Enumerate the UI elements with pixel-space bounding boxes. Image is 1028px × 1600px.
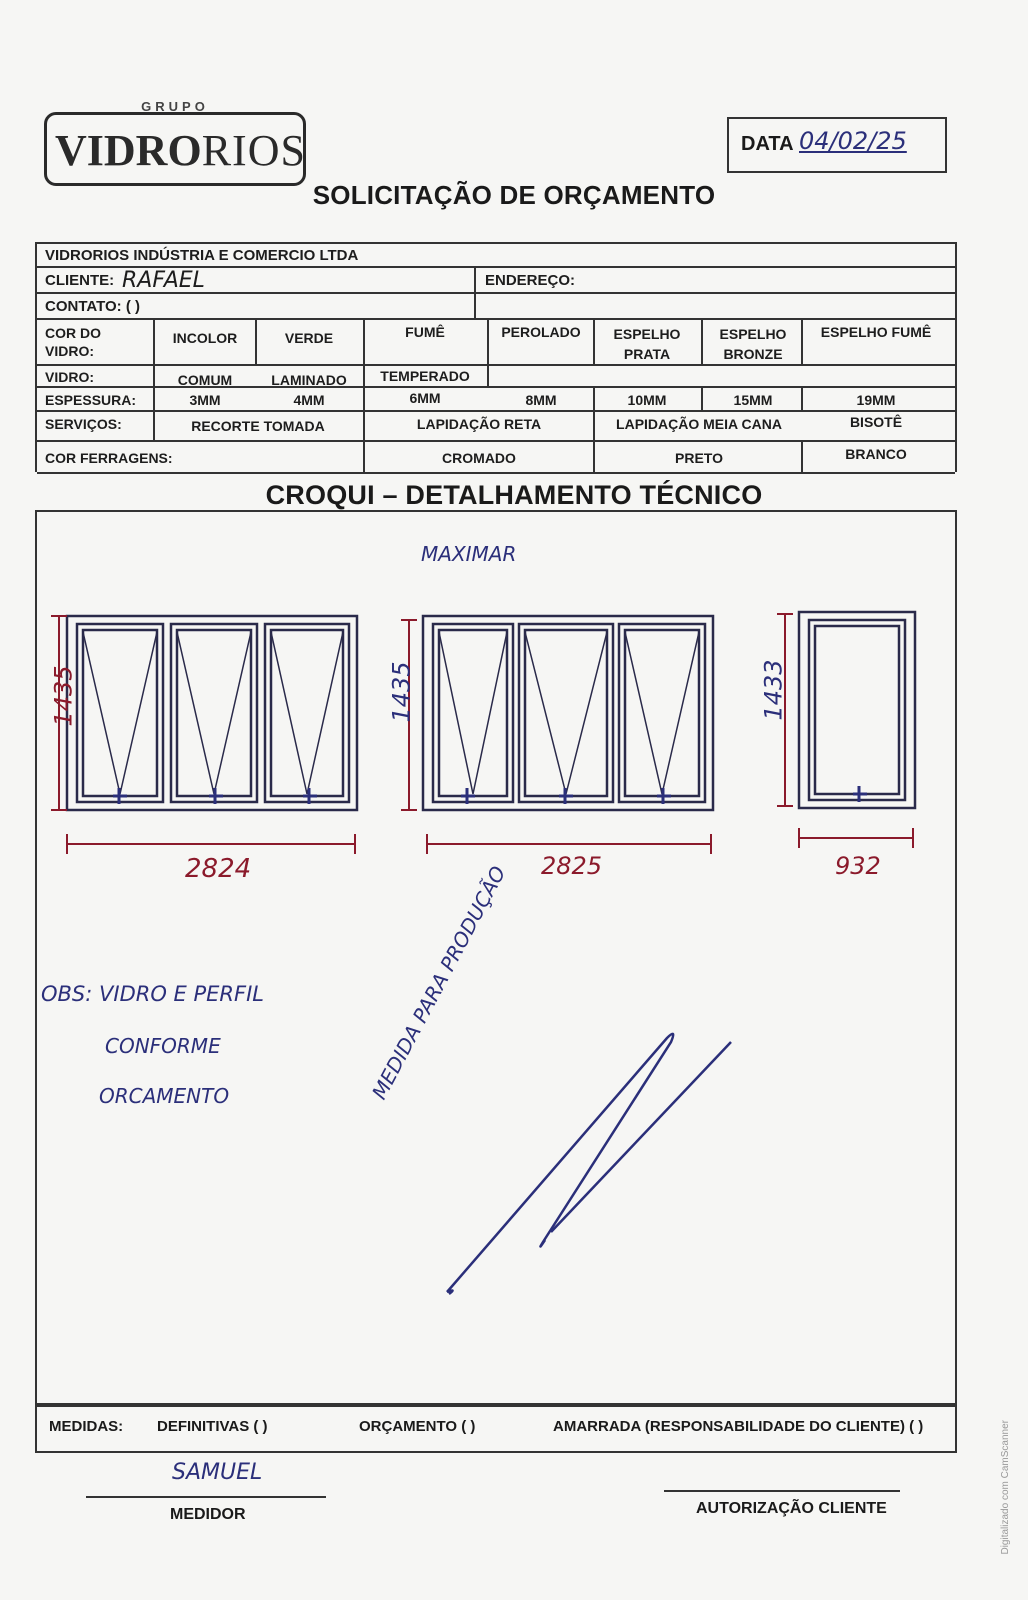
window-2-dimensions bbox=[401, 620, 711, 854]
diagonal-stroke-3 bbox=[447, 1290, 453, 1294]
window-2-open-line-2 bbox=[525, 632, 607, 794]
measures-tied: AMARRADA (RESPONSABILIDADE DO CLIENTE) ( ) bbox=[553, 1418, 924, 1435]
client-authorization-label: AUTORIZAÇÃO CLIENTE bbox=[696, 1500, 887, 1517]
window-1-open-line-1 bbox=[83, 632, 157, 794]
row-thickness bbox=[37, 386, 955, 412]
diagonal-stroke-1 bbox=[447, 1034, 673, 1292]
option-lapidacao-reta: LAPIDAÇÃO RETA bbox=[416, 416, 542, 432]
company-logo bbox=[44, 99, 306, 186]
client-value: RAFAEL bbox=[122, 268, 205, 293]
client-signature-line bbox=[664, 1490, 900, 1492]
window-type-label: MAXIMAR bbox=[421, 542, 517, 566]
measures-definitive: DEFINITIVAS ( ) bbox=[157, 1418, 268, 1435]
address-label: ENDEREÇO: bbox=[485, 272, 576, 289]
window-3 bbox=[799, 612, 915, 808]
sketch-title: CROQUI – DETALHAMENTO TÉCNICO bbox=[265, 480, 763, 510]
option-bisote: BISOTÊ bbox=[849, 414, 903, 430]
window-2-height-value: 1435 bbox=[387, 661, 416, 723]
window-2-width-line bbox=[427, 834, 711, 854]
window-1-glass-1 bbox=[83, 630, 157, 796]
option-espelho-fume: ESPELHO FUMÊ bbox=[820, 324, 932, 340]
option-8mm: 8MM bbox=[525, 392, 557, 408]
window-1-glass-2 bbox=[177, 630, 251, 796]
option-10mm: 10MM bbox=[627, 392, 667, 408]
option-incolor: INCOLOR bbox=[172, 330, 238, 346]
date-value: 04/02/25 bbox=[799, 127, 907, 155]
row-glass-color bbox=[37, 318, 955, 366]
option-6mm: 6MM bbox=[409, 390, 441, 406]
option-fume: FUMÊ bbox=[405, 324, 445, 340]
option-perolado: PEROLADO bbox=[501, 324, 581, 340]
option-15mm: 15MM bbox=[733, 392, 773, 408]
divider bbox=[593, 320, 595, 366]
window-2-open-line-3 bbox=[625, 632, 699, 794]
option-cromado: CROMADO bbox=[442, 450, 516, 466]
window-2-glass-3 bbox=[625, 630, 699, 796]
window-1-open-line-2 bbox=[177, 632, 251, 794]
row-client bbox=[37, 266, 955, 294]
glass-color-label: COR DO VIDRO: bbox=[45, 325, 101, 359]
window-1-height-value: 1435 bbox=[49, 665, 78, 727]
window-1-dimensions bbox=[51, 616, 355, 854]
window-1-opening-lines bbox=[83, 632, 343, 794]
option-recorte-tomada: RECORTE TOMADA bbox=[191, 418, 325, 434]
option-verde: VERDE bbox=[284, 330, 334, 346]
row-services bbox=[37, 410, 955, 442]
thickness-label: ESPESSURA: bbox=[45, 392, 137, 408]
window-2-opening-lines bbox=[439, 632, 699, 794]
option-3mm: 3MM bbox=[189, 392, 221, 408]
window-3-glass bbox=[815, 626, 899, 794]
window-1-pane-3 bbox=[265, 624, 349, 802]
window-1 bbox=[67, 616, 357, 810]
page-title: SOLICITAÇÃO DE ORÇAMENTO bbox=[312, 180, 716, 210]
production-note: MEDIDA PARA PRODUÇÃO bbox=[367, 862, 511, 1104]
window-1-width-line bbox=[67, 834, 355, 854]
divider bbox=[593, 442, 595, 472]
window-2-pane-1 bbox=[433, 624, 513, 802]
window-2-pane-2 bbox=[519, 624, 613, 802]
window-3-width-value: 932 bbox=[835, 852, 881, 880]
measures-label: MEDIDAS: bbox=[49, 1418, 124, 1435]
note-line-1: OBS: VIDRO E PERFIL bbox=[41, 982, 264, 1006]
quote-form-table bbox=[35, 242, 957, 472]
window-1-glass-3 bbox=[271, 630, 343, 796]
diagonal-stroke-2 bbox=[551, 1042, 731, 1232]
measurer-label: MEDIDOR bbox=[170, 1506, 246, 1523]
contact-label: CONTATO: ( ) bbox=[45, 298, 140, 315]
company-name: VIDRORIOS INDÚSTRIA E COMERCIO LTDA bbox=[45, 247, 359, 264]
window-3-width-line bbox=[799, 828, 913, 848]
option-laminado: LAMINADO bbox=[271, 372, 347, 388]
window-1-pane-1 bbox=[77, 624, 163, 802]
window-3-frame bbox=[799, 612, 915, 808]
sketch-area bbox=[35, 510, 957, 1407]
logo-name-bold: VIDRO bbox=[55, 126, 202, 175]
logo-name-thin: RIOS bbox=[201, 126, 306, 175]
window-3-pane bbox=[809, 620, 905, 800]
window-2-frame bbox=[423, 616, 713, 810]
services-label: SERVIÇOS: bbox=[45, 416, 122, 432]
note-line-3: ORCAMENTO bbox=[99, 1084, 230, 1108]
window-2-pane-3 bbox=[619, 624, 705, 802]
divider bbox=[487, 366, 489, 388]
date-box bbox=[727, 117, 947, 173]
measures-row bbox=[35, 1403, 957, 1453]
measurer-signature-line bbox=[86, 1496, 326, 1498]
option-temperado: TEMPERADO bbox=[380, 368, 470, 384]
logo-name bbox=[55, 125, 306, 176]
window-2-open-line-1 bbox=[439, 632, 507, 794]
window-1-frame bbox=[67, 616, 357, 810]
window-1-pane-2 bbox=[171, 624, 257, 802]
window-2-width-value: 2825 bbox=[541, 852, 603, 880]
option-comum: COMUM bbox=[177, 372, 233, 388]
sketch-drawing bbox=[37, 512, 955, 1405]
option-preto: PRETO bbox=[675, 450, 723, 466]
option-19mm: 19MM bbox=[856, 392, 896, 408]
row-hardware bbox=[37, 440, 955, 474]
row-company bbox=[37, 242, 955, 268]
divider bbox=[701, 388, 703, 412]
option-espelho-bronze: ESPELHO BRONZE bbox=[719, 326, 787, 362]
divider bbox=[593, 412, 595, 442]
divider bbox=[701, 320, 703, 366]
logo-grupo-text: GRUPO bbox=[141, 99, 209, 114]
divider bbox=[593, 388, 595, 412]
window-2-glass-2 bbox=[525, 630, 607, 796]
date-label: DATA bbox=[741, 133, 794, 155]
measurer-signature: SAMUEL bbox=[172, 1460, 263, 1485]
scanner-watermark: Digitalizado com CamScanner bbox=[1000, 1420, 1011, 1555]
option-branco: BRANCO bbox=[845, 446, 907, 462]
window-3-height-value: 1433 bbox=[759, 659, 788, 721]
row-contact bbox=[37, 292, 955, 320]
option-4mm: 4MM bbox=[293, 392, 325, 408]
glass-label: VIDRO: bbox=[45, 369, 94, 385]
note-line-2: CONFORME bbox=[105, 1034, 221, 1058]
window-2 bbox=[423, 616, 713, 810]
window-2-glass-1 bbox=[439, 630, 507, 796]
measures-budget: ORÇAMENTO ( ) bbox=[359, 1418, 476, 1435]
option-lapidacao-meia-cana: LAPIDAÇÃO MEIA CANA bbox=[616, 416, 782, 432]
hardware-label: COR FERRAGENS: bbox=[45, 450, 173, 466]
row-glass-type bbox=[37, 364, 955, 388]
window-3-dimensions bbox=[777, 614, 913, 848]
diagonal-strokes bbox=[447, 1034, 731, 1294]
option-espelho-prata: ESPELHO PRATA bbox=[613, 326, 681, 362]
client-label: CLIENTE: bbox=[45, 272, 115, 289]
window-1-open-line-3 bbox=[271, 632, 343, 794]
window-1-width-value: 2824 bbox=[185, 854, 252, 884]
